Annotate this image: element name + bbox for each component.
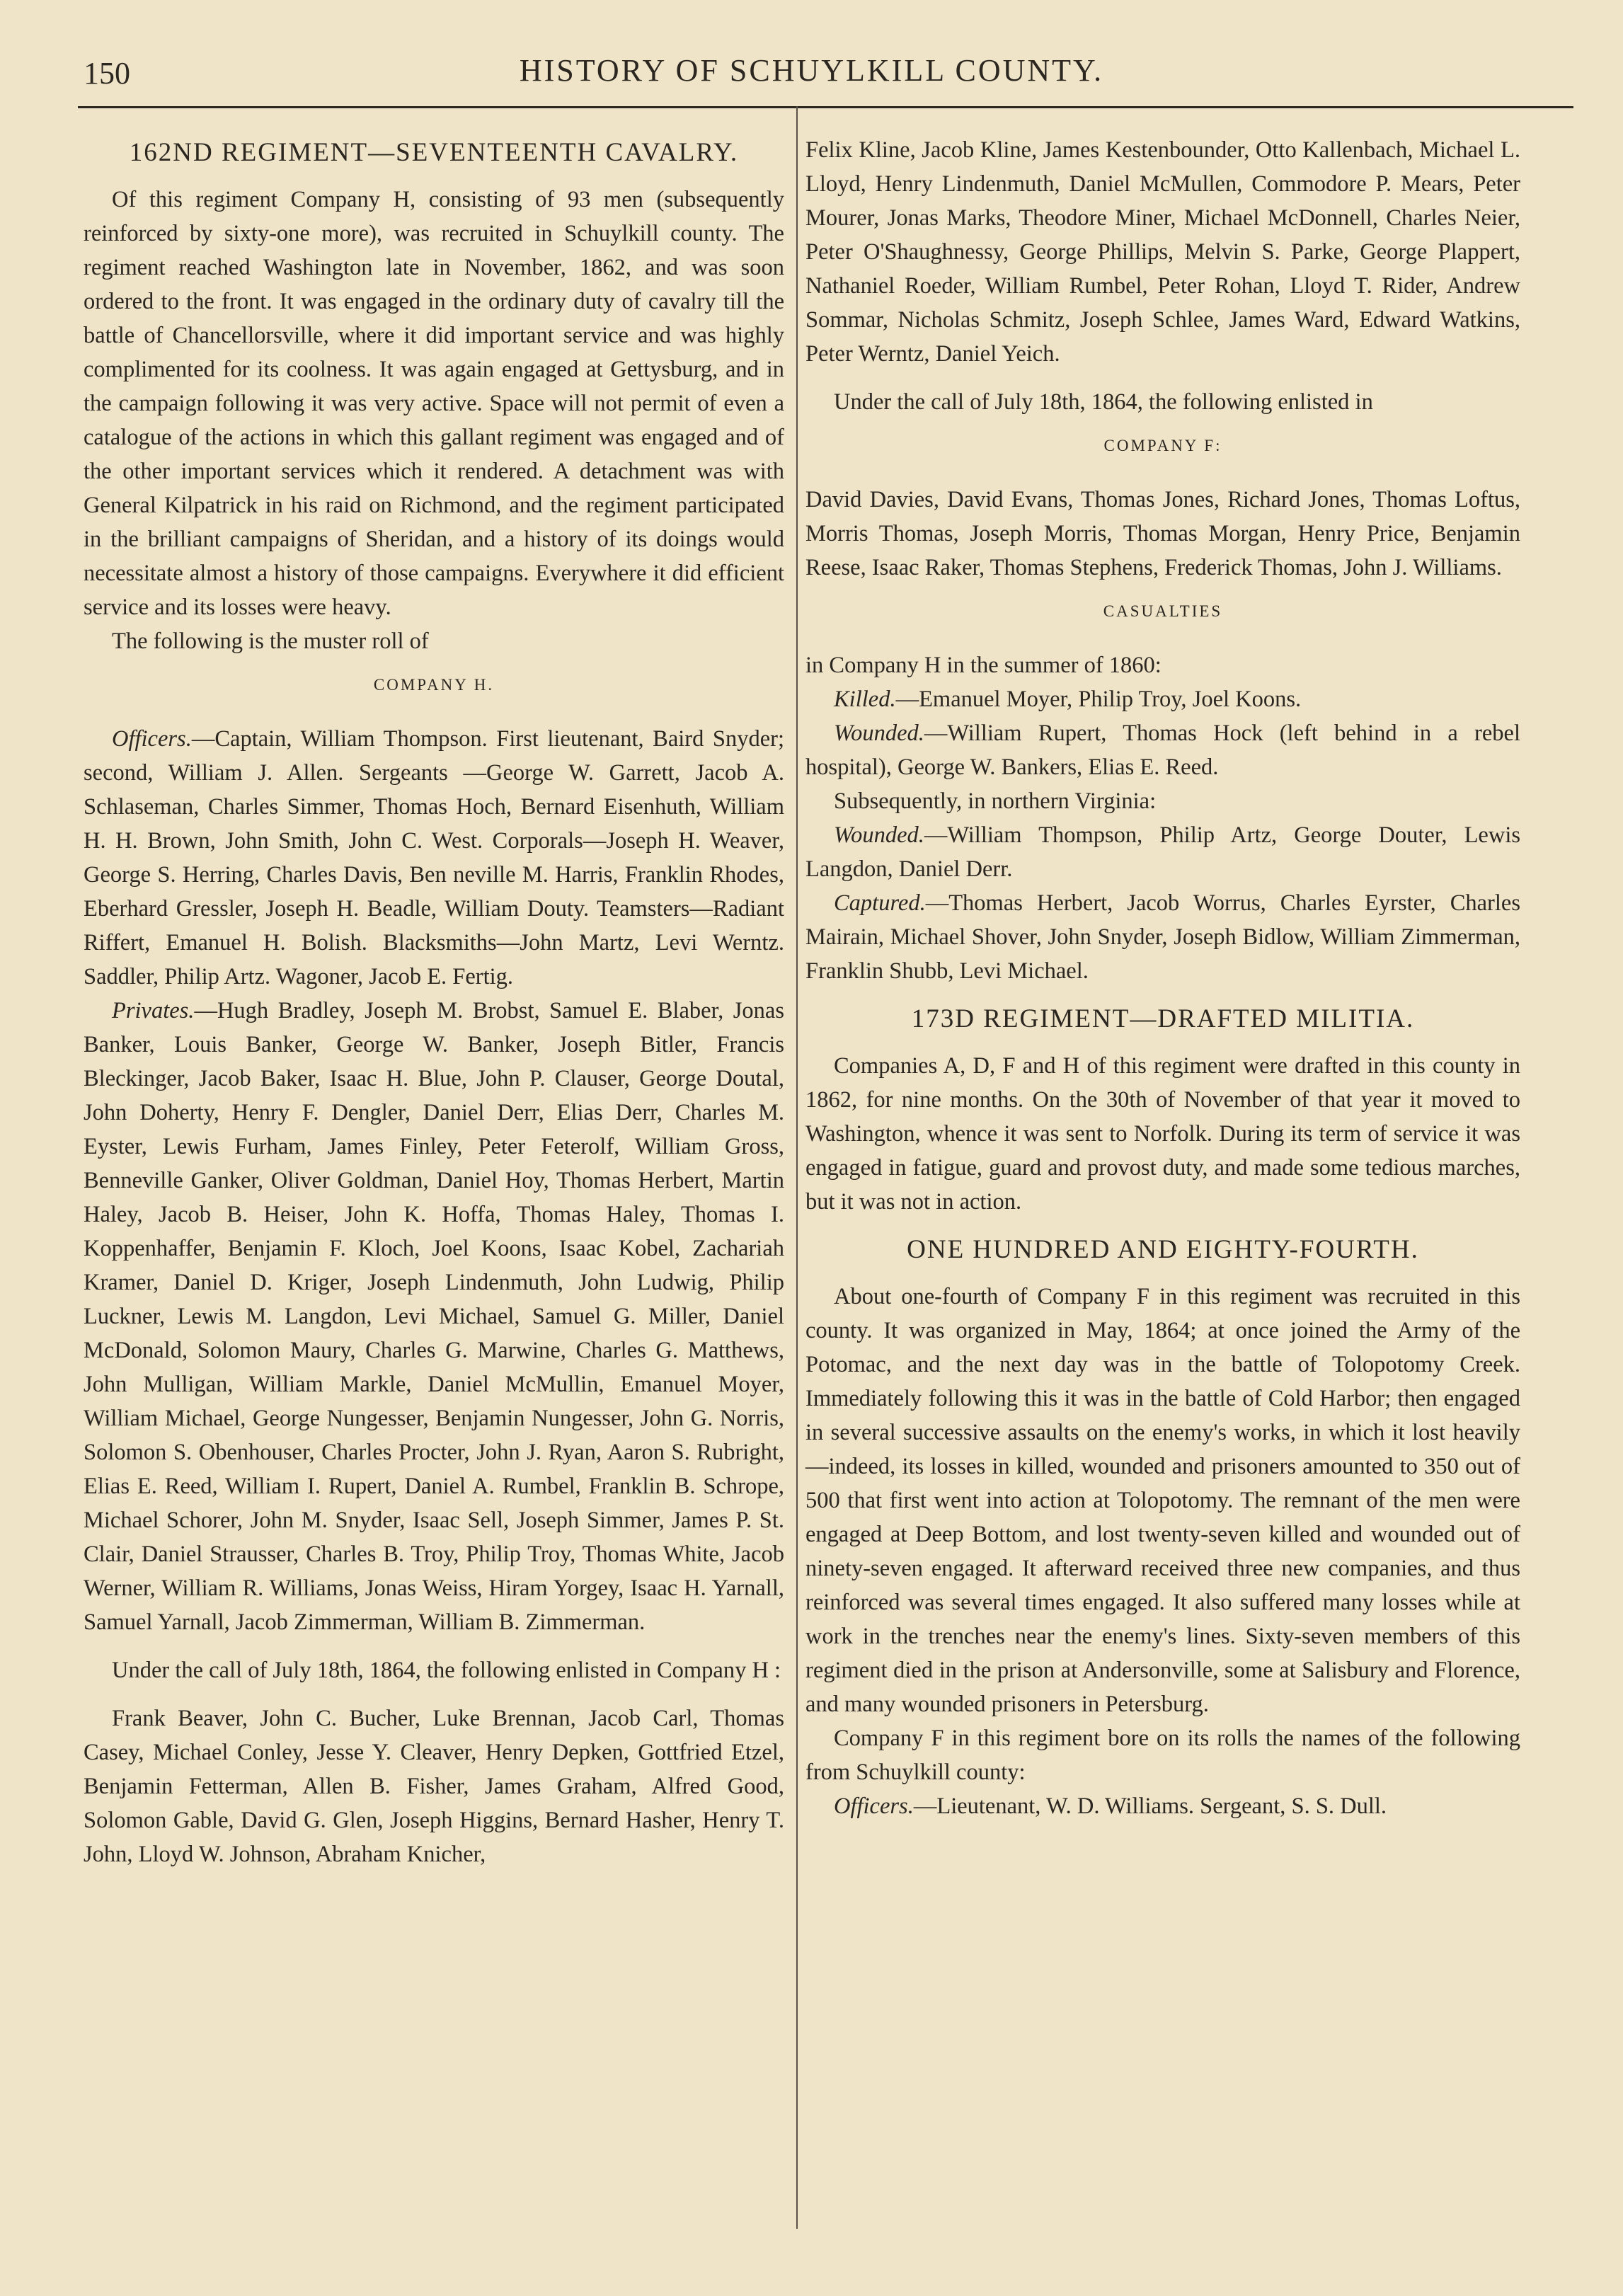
column-divider [796,106,798,2229]
wounded-paragraph [805,716,1520,784]
officers-text: —Captain, William Thompson. First lieutenant, Baird Snyder; second, William J. Allen. Sergeants —George W. Garrett, Jacob A. Schlaseman, Charles Simmer, Thomas Hoch, Bernard Eisenhuth, William H. H. Brown, John Smith, John C. West. Corporals—Joseph H. Weaver, George S. Herring, Charles Davis, Ben neville M. Harris, Franklin Rhodes, Eberhard Gressler, Joseph H. Beadle, William Douty. Teamsters—Radiant Riffert, Emanuel H. Bolish. Blacksmiths—John Martz, Levi Werntz. Saddler, Philip Artz. Wagoner, Jacob E. Fertig. [84,726,784,989]
privates-paragraph [84,994,784,1639]
officers-label: Officers. [112,726,192,752]
subheading-company-f: COMPANY F: [1103,437,1222,454]
killed-text: —Emanuel Moyer, Philip Troy, Joel Koons. [895,687,1302,712]
privates-text: —Hugh Bradley, Joseph M. Brobst, Samuel E. Blaber, Jonas Banker, Louis Banker, George W. Banker, Joseph Bitler, Francis Bleckinger, Jacob Baker, Isaac H. Blue, John P. Clauser, George Doutal, John Doherty, Henry F. Dengler, Daniel Derr, Elias Derr, Charles M. Eyster, Lewis Furham, James Finley, Peter Feterolf, William Gross, Benneville Ganker, Oliver Goldman, Daniel Hoy, Thomas Herbert, Martin Haley, Jacob B. Heiser, John K. Hoffa, Thomas Haley, Thomas I. Koppenhaffer, Benjamin F. Kloch, Joel Koons, Isaac Kobel, Zachariah Kramer, Daniel D. Kriger, Joseph Lindenmuth, John Ludwig, Philip Luckner, Lewis M. Langdon, Levi Michael, Samuel G. Miller, Daniel McDonald, Solomon Maury, Charles G. Marwine, Charles G. Matthews, John Mulligan, William Markle, Daniel McMullin, Emanuel Moyer, William Michael, George Nungesser, Benjamin Nungesser, John G. Norris, Solomon S. Obenhouser, Charles Procter, John J. Ryan, Aaron S. Rubright, Elias E. Reed, William I. Rupert, Daniel A. Rumbel, Franklin B. Schrope, Michael Schorer, John M. Snyder, Isaac Sell, Joseph Simmer, James P. St. Clair, Daniel Strausser, Charles B. Troy, Philip Troy, Thomas White, Jacob Werner, William R. Williams, Jonas Weiss, Hiram Yorgey, Isaac H. Yarnall, Samuel Yarnall, Jacob Zimmerman, William B. Zimmerman. [84,998,784,1635]
wounded-label: Wounded. [834,721,924,746]
paragraph: About one-fourth of Company F in this regiment was recruited in this county. It was organized in May, 1864; at once joined the Army of the Potomac, and the next day was in the battle of Tolopotomy Creek. Immediately following this it was in the battle of Cold Harbor; then engaged in several successive assaults on the enemy's works, in which it lost heavily—indeed, its losses in killed, wounded and prisoners amounted to 350 out of 500 that first went into action at Tolopotomy. The remnant of the men were engaged at Deep Bottom, and lost twenty-seven killed and wounded out of ninety-seven engaged. It afterward received three new companies, and thus reinforced was several times engaged. It also suffered many losses while at work in the trenches near the enemy's lines. Sixty-seven members of this regiment died in the prison at Andersonville, some at Salisbury and Florence, and many wounded prisoners in Petersburg. [805,1284,1520,1717]
paragraph: Company F in this regiment bore on its rolls the names of the following from Schuylkill county: [805,1726,1520,1785]
subheading-company-h: COMPANY H. [373,676,495,694]
section-heading-162nd: 162ND REGIMENT—SEVENTEENTH CAVALRY. [129,138,739,167]
subheading-casualties: CASUALTIES [1103,602,1223,620]
right-column [805,133,1520,1823]
captured-text: —Thomas Herbert, Jacob Worrus, Charles Eyrster, Charles Mairain, Michael Shover, John Snyder, Joseph Bidlow, William Zimmerman, Franklin Shubb, Levi Michael. [805,890,1520,984]
paragraph: Felix Kline, Jacob Kline, James Kestenbounder, Otto Kallenbach, Michael L. Lloyd, Henry Lindenmuth, Daniel McMullen, Commodore P. Mears, Peter Mourer, Jonas Marks, Theodore Miner, Michael McDonnell, Charles Neier, Peter O'Shaughnessy, George Phillips, Melvin S. Parke, George Plappert, Nathaniel Roeder, William Rumbel, Peter Rohan, Lloyd T. Rider, Andrew Sommar, Nicholas Schmitz, Joseph Schlee, James Ward, Edward Watkins, Peter Werntz, Daniel Yeich. [805,137,1520,367]
paragraph: Under the call of July 18th, 1864, the following enlisted in [834,389,1373,415]
wounded2-paragraph [805,818,1520,886]
killed-label: Killed. [834,687,896,712]
privates-label: Privates. [112,998,195,1023]
paragraph: in Company H in the summer of 1860: [805,653,1162,678]
wounded2-text: —William Thompson, Philip Artz, George Douter, Lewis Langdon, Daniel Derr. [805,822,1520,882]
officers-f-paragraph [805,1789,1520,1823]
wounded-text: —William Rupert, Thomas Hock (left behind in a rebel hospital), George W. Bankers, Elias E. Reed. [805,721,1520,780]
officers-f-text: —Lieutenant, W. D. Williams. Sergeant, S. S. Dull. [913,1793,1387,1819]
paragraph: David Davies, David Evans, Thomas Jones, Richard Jones, Thomas Loftus, Morris Thomas, Joseph Morris, Thomas Morgan, Henry Price, Benjamin Reese, Isaac Raker, Thomas Stephens, Frederick Thomas, John J. Williams. [805,487,1520,580]
page-number: 150 [84,56,130,91]
paragraph: Subsequently, in northern Virginia: [834,788,1157,814]
paragraph: Companies A, D, F and H of this regiment were drafted in this county in 1862, for nine months. On the 30th of November of that year it moved to Washington, whence it was sent to Norfolk. During its term of service it was engaged in fatigue, guard and provost duty, and made some tedious marches, but it was not in action. [805,1053,1520,1215]
officers-f-label: Officers. [834,1793,914,1819]
left-column [84,133,784,1871]
captured-paragraph [805,886,1520,988]
wounded2-label: Wounded. [834,822,924,848]
paragraph: Under the call of July 18th, 1864, the following enlisted in Company H : [112,1658,781,1683]
officers-paragraph [84,722,784,994]
section-heading-184th: ONE HUNDRED AND EIGHTY-FOURTH. [907,1235,1419,1264]
section-heading-173d: 173D REGIMENT—DRAFTED MILITIA. [911,1004,1415,1033]
running-head: HISTORY OF SCHUYLKILL COUNTY. [519,53,1104,88]
paragraph: Of this regiment Company H, consisting of 93 men (subsequently reinforced by sixty-one more), was recruited in Schuylkill county. The regiment reached Washington late in November, 1862, and was soon ordered to the front. It was engaged in the ordinary duty of cavalry till the battle of Chancellorsville, where it did important service and was highly complimented for its coolness. It was again engaged at Gettysburg, and in the campaign following it was very active. Space will not permit of even a catalogue of the actions in which this gallant regiment was engaged and of the other important services which it rendered. A detachment was with General Kilpatrick in his raid on Richmond, and the regiment participated in the brilliant campaigns of Sheridan, and a history of its doings would necessitate almost a history of those campaigns. Everywhere it did efficient service and its losses were heavy. [84,187,784,620]
captured-label: Captured. [834,890,926,916]
header-rule [78,106,1573,108]
killed-paragraph [805,682,1520,716]
paragraph: The following is the muster roll of [112,628,429,654]
paragraph: Frank Beaver, John C. Bucher, Luke Brennan, Jacob Carl, Thomas Casey, Michael Conley, Jesse Y. Cleaver, Henry Depken, Gottfried Etzel, Benjamin Fetterman, Allen B. Fisher, James Graham, Alfred Good, Solomon Gable, David G. Glen, Joseph Higgins, Bernard Hasher, Henry T. John, Lloyd W. Johnson, Abraham Knicher, [84,1706,784,1867]
